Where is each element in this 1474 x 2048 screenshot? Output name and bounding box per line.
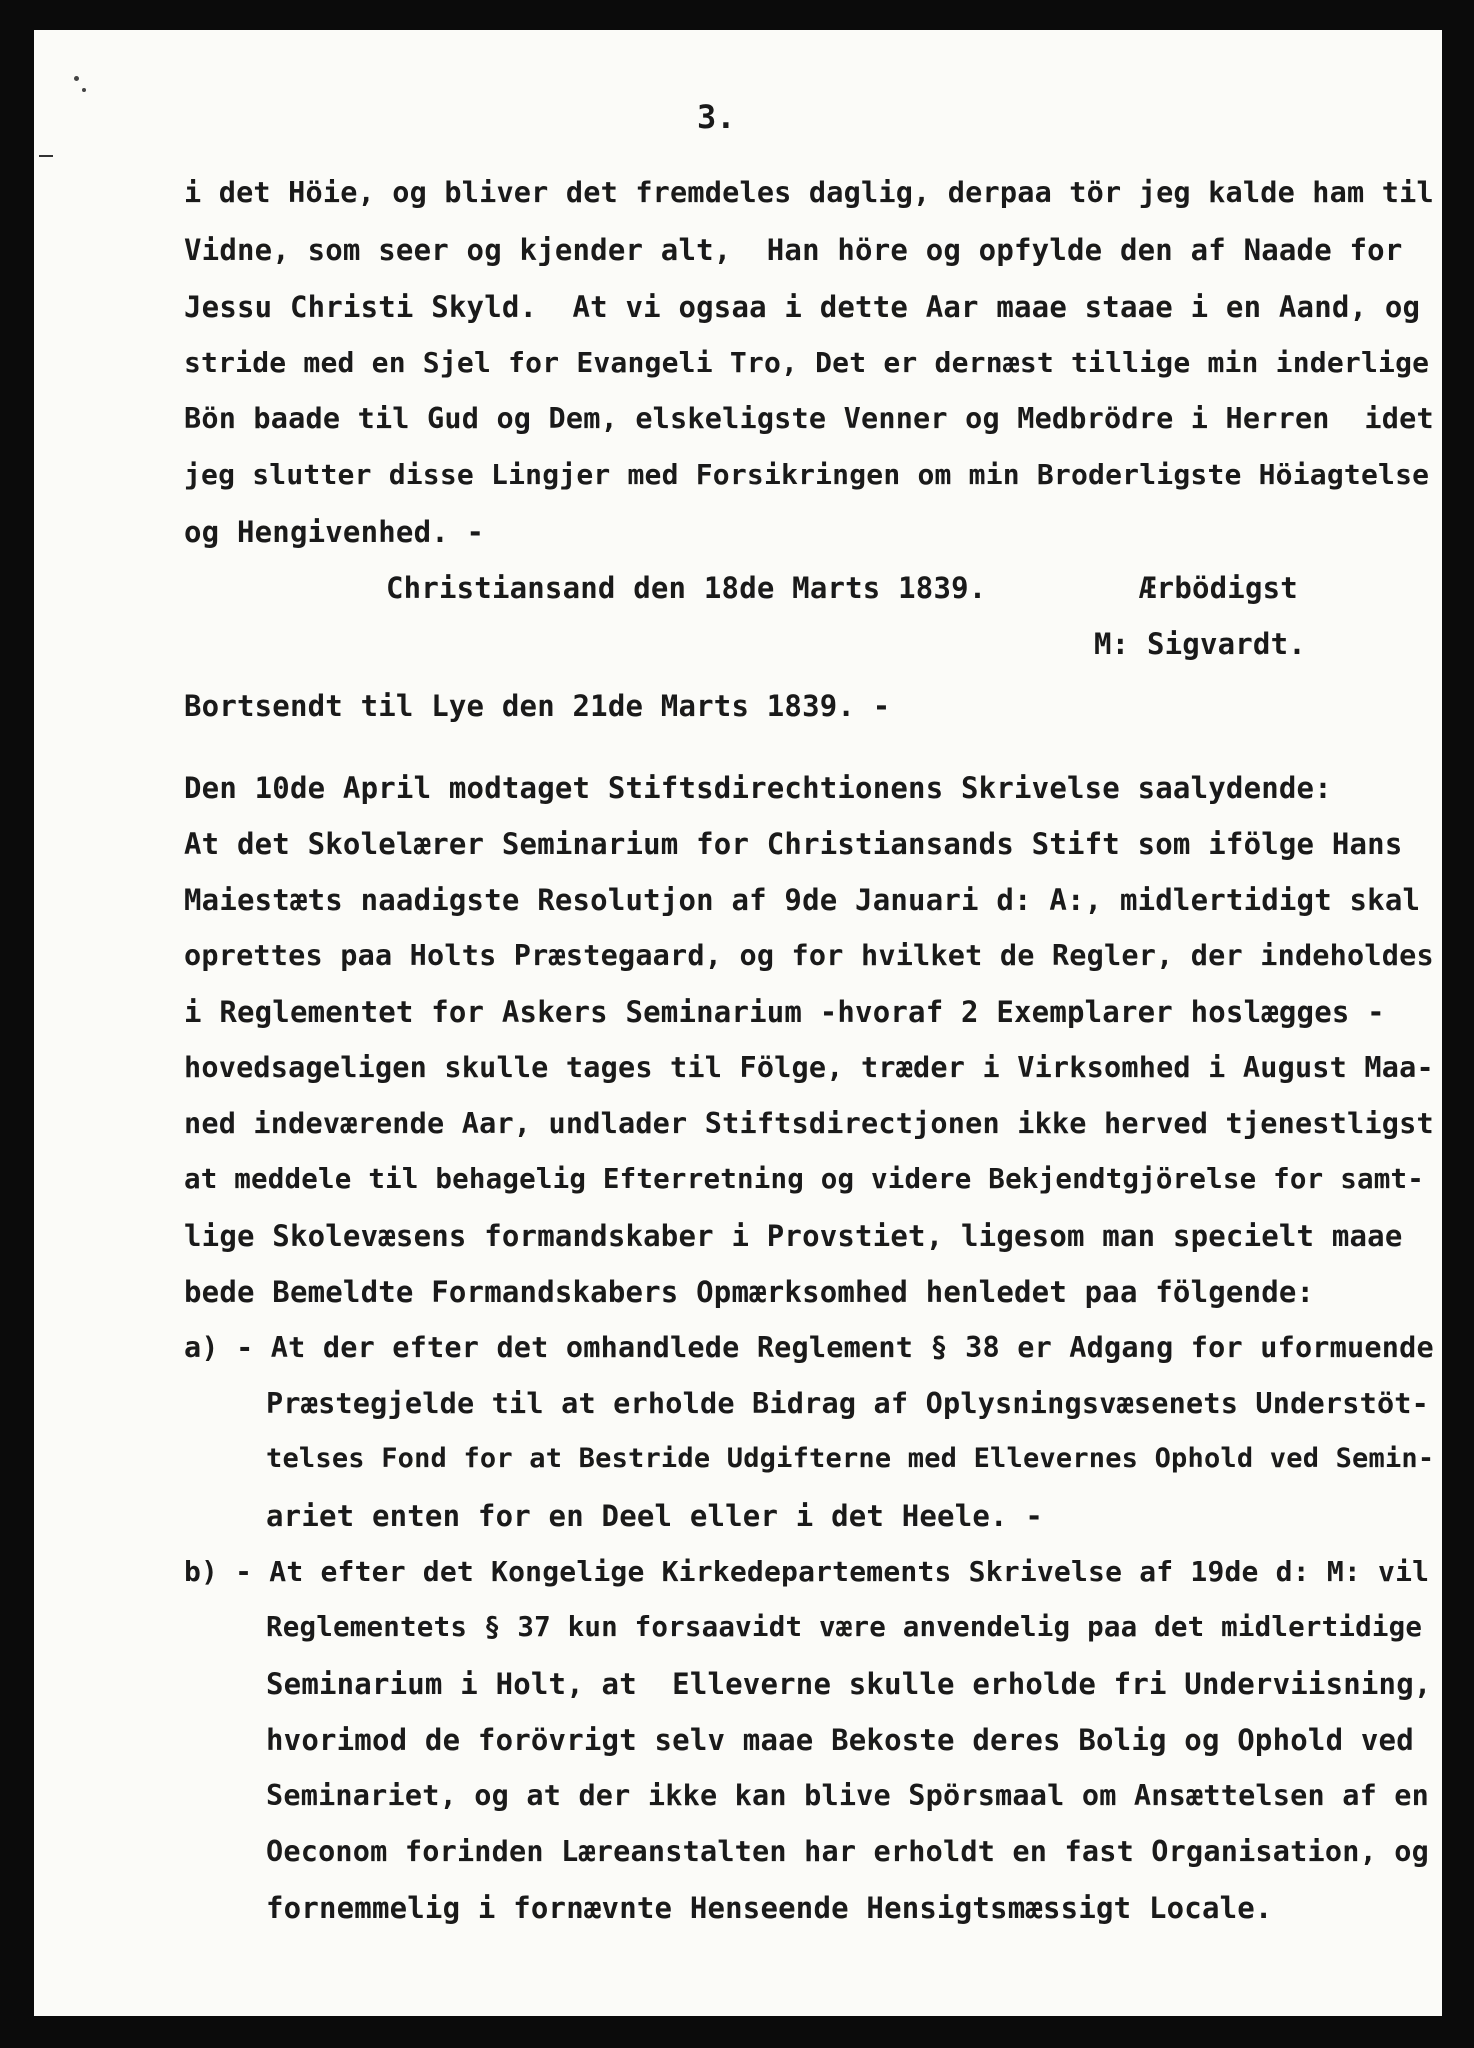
ink-speck: [82, 88, 86, 92]
page-number: 3.: [697, 98, 736, 136]
signature: M: Sigvardt.: [1094, 627, 1306, 661]
ink-speck: [74, 76, 79, 81]
text-line: Seminariet, og at der ikke kan blive Spörsmaal om Ansættelsen af en: [266, 1779, 1430, 1812]
text-line: i Reglementet for Askers Seminarium -hvoraf 2 Exemplarer hoslægges -: [184, 995, 1385, 1029]
list-item-a: a) - At der efter det omhandlede Reglement § 38 er Adgang for uformuende: [184, 1331, 1434, 1364]
text-line: stride med en Sjel for Evangeli Tro, Det er dernæst tillige min inderlige: [184, 346, 1430, 379]
text-line: Seminarium i Holt, at Elleverne skulle erholde fri Underviisning,: [266, 1667, 1432, 1701]
text-line: ned indeværende Aar, undlader Stiftsdirectjonen ikke herved tjenestligst: [184, 1107, 1434, 1140]
text-line: lige Skolevæsens formandskaber i Provstiet, ligesom man specielt maae: [184, 1219, 1403, 1253]
text-line: Jessu Christi Skyld. At vi ogsaa i dette Aar maae staae i en Aand, og: [184, 290, 1421, 324]
place-date-line: Christiansand den 18de Marts 1839.: [386, 571, 987, 605]
text-line: Maiestæts naadigste Resolutjon af 9de Januari d: A:, midlertidigt skal: [184, 883, 1421, 917]
text-line: bede Bemeldte Formandskabers Opmærksomhed henledet paa fölgende:: [184, 1275, 1315, 1309]
text-line: Den 10de April modtaget Stiftsdirechtionens Skrivelse saalydende:: [184, 771, 1332, 805]
document-page: [34, 30, 1442, 2016]
text-line: fornemmelig i fornævnte Henseende Hensigtsmæssigt Locale.: [266, 1891, 1273, 1925]
text-line: Vidne, som seer og kjender alt, Han höre og opfylde den af Naade for: [184, 233, 1403, 267]
text-line: Oeconom forinden Læreanstalten har erholdt en fast Organisation, og: [266, 1835, 1430, 1868]
text-line: oprettes paa Holts Præstegaard, og for hvilket de Regler, der indeholdes: [184, 939, 1434, 972]
text-line: jeg slutter disse Lingjer med Forsikringen om min Broderligste Höiagtelse: [184, 458, 1430, 491]
text-line: Bön baade til Gud og Dem, elskeligste Venner og Medbrödre i Herren idet: [184, 402, 1434, 435]
text-line: hovedsageligen skulle tages til Fölge, træder i Virksomhed i August Maa-: [184, 1051, 1434, 1084]
text-line: Bortsendt til Lye den 21de Marts 1839. -: [184, 689, 891, 723]
text-line: i det Höie, og bliver det fremdeles daglig, derpaa tör jeg kalde ham til: [184, 176, 1434, 209]
text-line: hvorimod de forövrigt selv maae Bekoste deres Bolig og Ophold ved: [266, 1723, 1414, 1757]
text-line: At det Skolelærer Seminarium for Christiansands Stift som ifölge Hans: [184, 827, 1403, 861]
text-line: Reglementets § 37 kun forsaavidt være anvendelig paa det midlertidige: [266, 1611, 1423, 1643]
text-line: og Hengivenhed. -: [184, 515, 485, 549]
text-line: Præstegjelde til at erholde Bidrag af Oplysningsvæsenets Understöt-: [266, 1387, 1430, 1420]
closing-salutation: Ærbödigst: [1139, 571, 1298, 605]
text-line: telses Fond for at Bestride Udgifterne med Ellevernes Ophold ved Semin-: [266, 1443, 1435, 1474]
text-line: ariet enten for en Deel eller i det Heele. -: [266, 1499, 1044, 1533]
list-item-b: b) - At efter det Kongelige Kirkedepartements Skrivelse af 19de d: M: vil: [184, 1555, 1430, 1588]
margin-mark: [39, 155, 53, 157]
text-line: at meddele til behagelig Efterretning og videre Bekjendtgjörelse for samt-: [184, 1163, 1424, 1195]
